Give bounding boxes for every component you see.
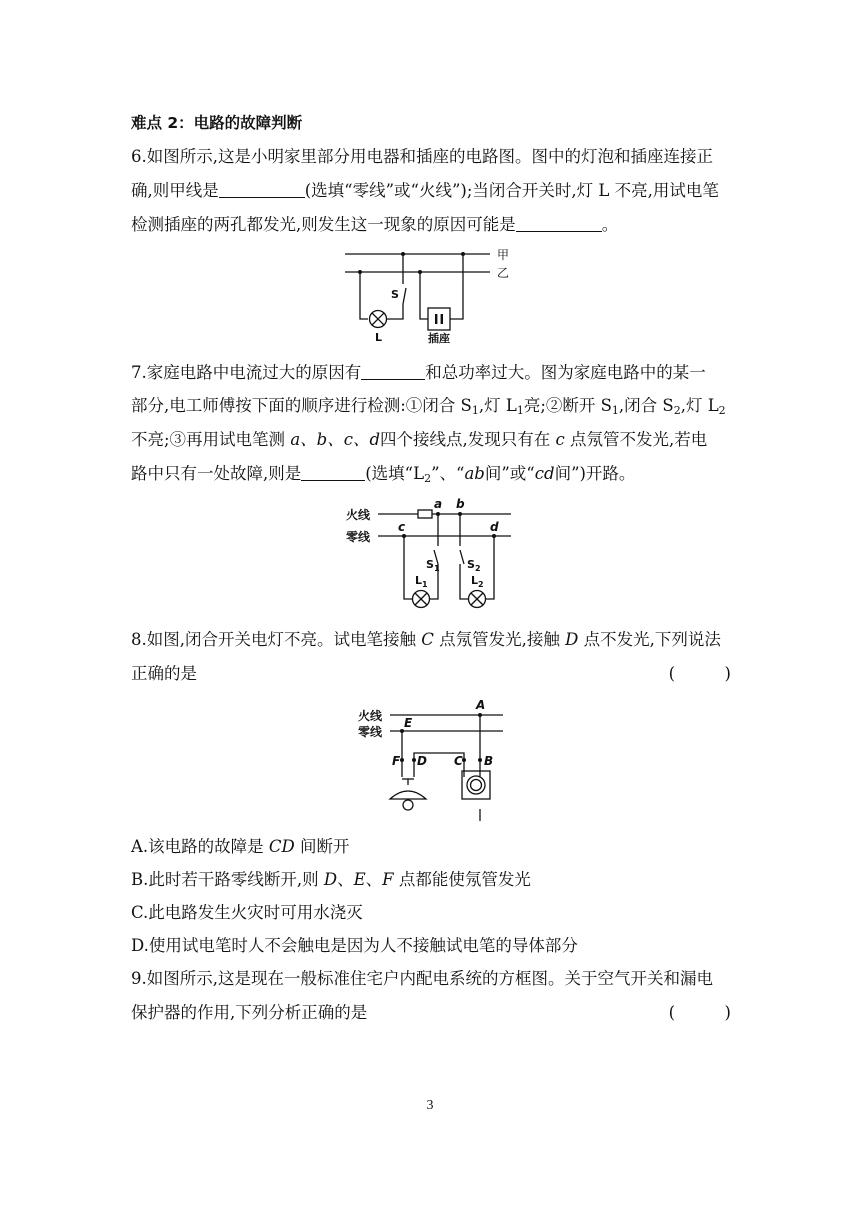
point-c-label: c xyxy=(398,520,406,534)
point-b-label: B xyxy=(484,754,494,768)
wire-label-jia: 甲 xyxy=(497,248,510,262)
lamp-l2-label: $L_2$ xyxy=(471,574,484,589)
lamp-label: L xyxy=(375,331,383,344)
q8-option-d: D.使用试电笔时人不会触电是因为人不接触试电笔的导体部分 xyxy=(131,936,578,955)
q6-line-1: 6.如图所示,这是小明家里部分用电器和插座的电路图。图中的灯泡和插座连接正 xyxy=(131,147,713,166)
q7-line-1: 7.家庭电路中电流过大的原因有 和总功率过大。图为家庭电路中的某一 xyxy=(131,363,706,382)
q8-line-1: 8.如图,闭合开关电灯不亮。试电笔接触 C 点氖管发光,接触 D 点不发光,下列说法 xyxy=(131,630,721,649)
q9-line-2: 保护器的作用,下列分析正确的是 ( ) xyxy=(131,1003,731,1022)
q7-line-4: 路中只有一处故障,则是 (选填“$L_2$”、“ab间”或“cd间”)开路。 xyxy=(131,464,636,485)
live-wire-label: 火线 xyxy=(358,709,383,723)
lamp-l1-label: $L_1$ xyxy=(415,574,428,589)
q8-line-2: 正确的是 ( ) xyxy=(131,664,731,683)
answer-parentheses: ( ) xyxy=(668,664,731,683)
point-a-label: A xyxy=(476,698,486,712)
q8-circuit-diagram xyxy=(358,697,508,825)
neutral-wire-label: 零线 xyxy=(346,530,371,544)
answer-blank xyxy=(219,181,305,198)
answer-blank xyxy=(516,215,602,232)
q7-circuit-diagram xyxy=(346,496,516,614)
answer-parentheses: ( ) xyxy=(668,1003,731,1022)
q7-line-2: 部分,电工师傅按下面的顺序进行检测:①闭合 $S_1$,灯 $L_1$亮;②断开 $S_1$,闭合 $S_2$,灯 $L_2$ xyxy=(131,396,726,417)
q8-option-a: A.该电路的故障是 CD 间断开 xyxy=(131,837,350,856)
point-a-label: a xyxy=(434,497,443,511)
q8-option-b: B.此时若干路零线断开,则 D、E、F 点都能使氖管发光 xyxy=(131,870,531,889)
switch-label: S xyxy=(391,288,399,301)
q7-line-3: 不亮;③再用试电笔测 a、b、c、d四个接线点,发现只有在 c 点氖管不发光,若电 xyxy=(131,430,708,449)
q6-line-3: 检测插座的两孔都发光,则发生这一现象的原因可能是 。 xyxy=(131,215,619,234)
q8-option-c: C.此电路发生火灾时可用水浇灭 xyxy=(131,903,363,922)
answer-blank xyxy=(301,464,365,481)
q9-line-1: 9.如图所示,这是现在一般标准住宅户内配电系统的方框图。关于空气开关和漏电 xyxy=(131,969,713,988)
point-d-label: d xyxy=(490,520,499,534)
point-d-label: D xyxy=(417,754,427,768)
page-number: 3 xyxy=(426,1098,434,1113)
point-f-label: F xyxy=(392,754,401,768)
wire-label-yi: 乙 xyxy=(497,266,510,280)
socket-label: 插座 xyxy=(428,332,450,345)
point-c-label: C xyxy=(454,754,463,768)
section-heading: 难点 2：电路的故障判断 xyxy=(131,114,303,132)
q6-line-2: 确,则甲线是 (选填“零线”或“火线”);当闭合开关时,灯 L 不亮,用试电笔 xyxy=(131,181,719,200)
switch-s2-label: $S_2$ xyxy=(467,558,481,573)
q6-circuit-diagram xyxy=(330,244,520,344)
switch-s1-label: $S_1$ xyxy=(426,558,440,573)
live-wire-label: 火线 xyxy=(346,508,371,522)
point-b-label: b xyxy=(456,497,465,511)
point-e-label: E xyxy=(404,716,413,730)
answer-blank xyxy=(361,363,425,380)
neutral-wire-label: 零线 xyxy=(358,725,383,739)
